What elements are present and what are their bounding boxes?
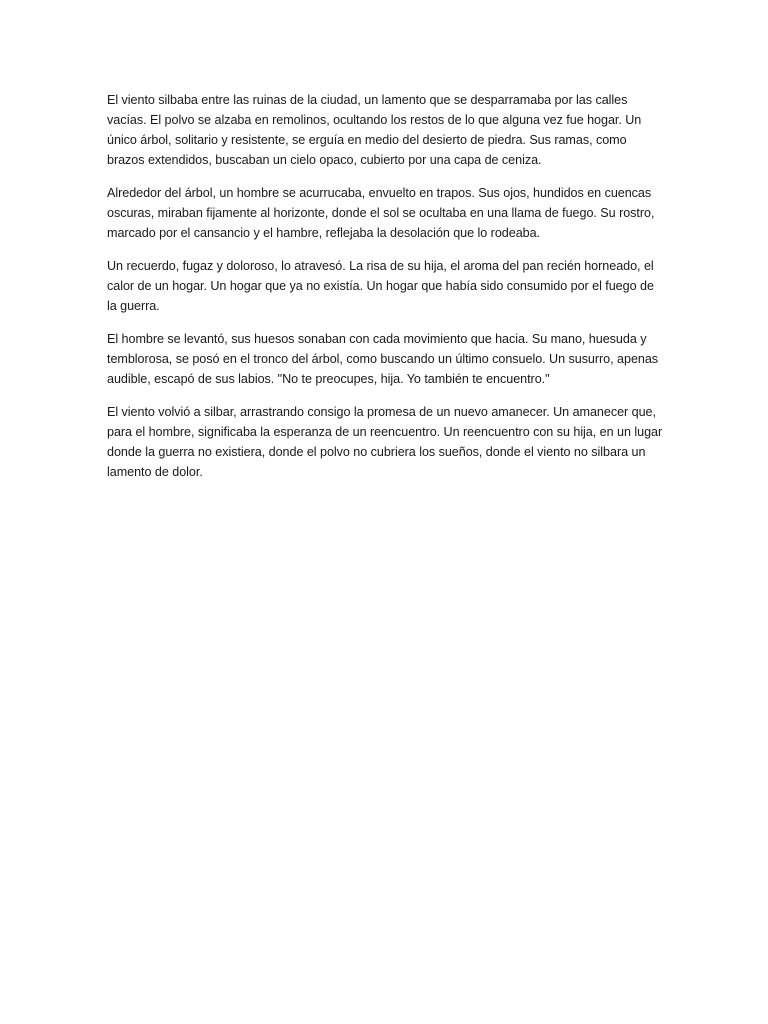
paragraph-2: Alrededor del árbol, un hombre se acurrucaba, envuelto en trapos. Sus ojos, hundidos en cuencas oscuras, miraban fijamente al horizonte, donde el sol se ocultaba en una llama de fuego. Su rostro, marcado por el cansancio y el hambre, reflejaba la desolación que lo rodeaba. [107,186,655,240]
paragraph-5: El viento volvió a silbar, arrastrando consigo la promesa de un nuevo amanecer. Un amanecer que, para el hombre, significaba la esperanza de un reencuentro. Un reencuentro con su hija, en un lugar donde la guerra no existiera, donde el polvo no cubriera los sueños, donde el viento no silbara un lamento de dolor. [107,405,663,479]
paragraph-3: Un recuerdo, fugaz y doloroso, lo atravesó. La risa de su hija, el aroma del pan recién horneado, el calor de un hogar. Un hogar que ya no existía. Un hogar que había sido consumido por el fuego de la guerra. [107,259,654,313]
paragraph-1: El viento silbaba entre las ruinas de la ciudad, un lamento que se desparramaba por las calles vacías. El polvo se alzaba en remolinos, ocultando los restos de lo que alguna vez fue hogar. Un único árbol, solitario y resistente, se erguía en medio del desierto de piedra. Sus ramas, como brazos extendidos, buscaban un cielo opaco, cubierto por una capa de ceniza. [107,93,642,167]
document-body [107,90,663,495]
paragraph-4: El hombre se levantó, sus huesos sonaban con cada movimiento que hacia. Su mano, huesuda y temblorosa, se posó en el tronco del árbol, como buscando un último consuelo. Un susurro, apenas audible, escapó de sus labios. "No te preocupes, hija. Yo también te encuentro." [107,332,659,386]
